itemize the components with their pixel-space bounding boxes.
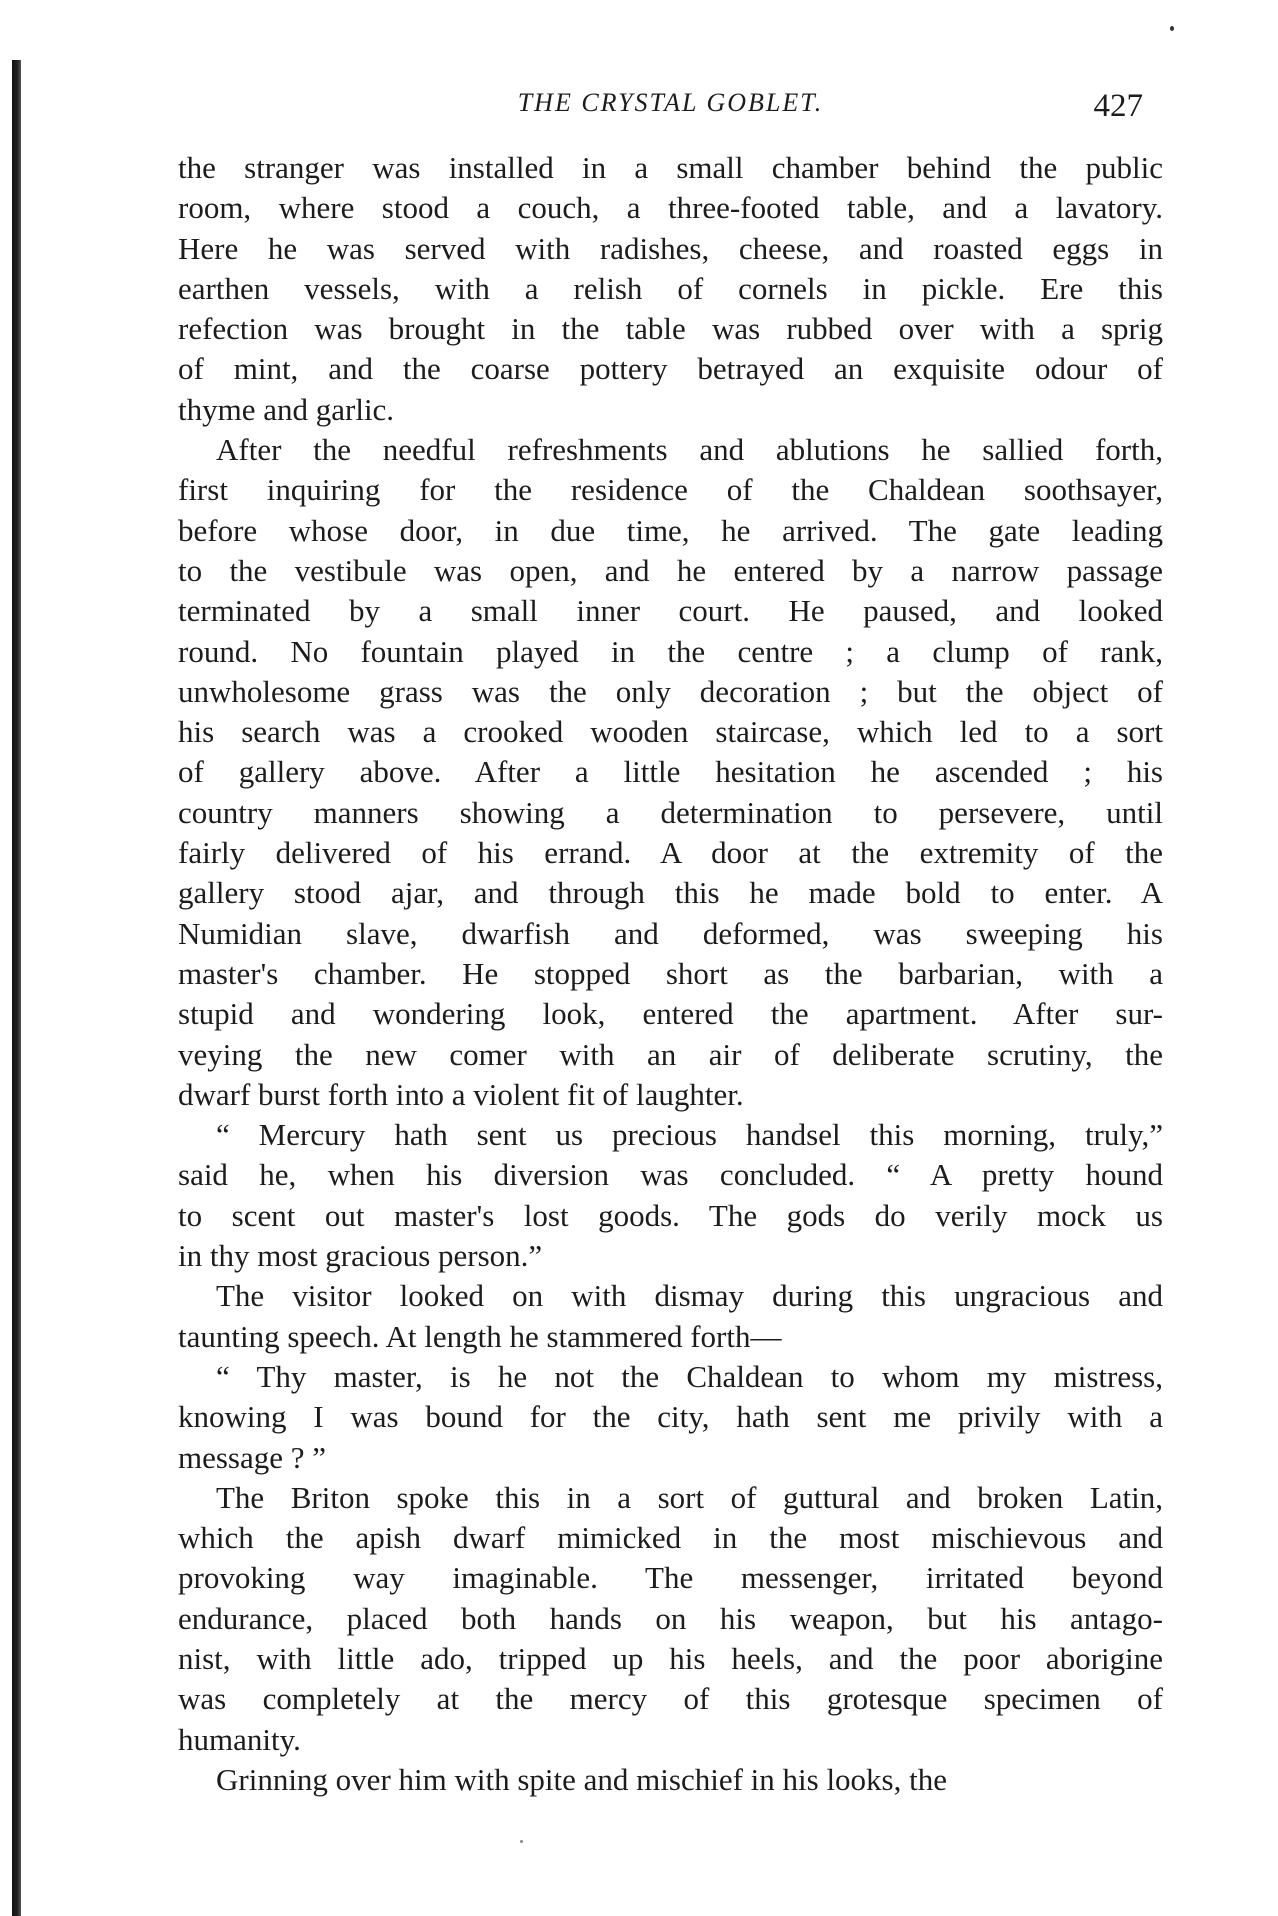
paragraph xyxy=(178,1115,1163,1276)
text-line: round. No fountain played in the centre ; a clump of rank, xyxy=(178,633,1163,669)
text-line: his search was a crooked wooden staircase, which led to a sort xyxy=(178,714,1163,750)
text-line: refection was brought in the table was rubbed over with a sprig xyxy=(178,311,1163,347)
text-line: fairly delivered of his errand. A door at the extremity of the xyxy=(178,835,1163,871)
text-line: room, where stood a couch, a three-footed table, and a lavatory. xyxy=(178,190,1163,226)
text-line: endurance, placed both hands on his weapon, but his antago- xyxy=(178,1600,1163,1636)
text-line: veying the new comer with an air of deliberate scrutiny, the xyxy=(178,1036,1163,1072)
text-line: “ Thy master, is he not the Chaldean to whom my mistress, xyxy=(216,1358,1163,1394)
text-line: message ? ” xyxy=(178,1439,327,1475)
text-line: unwholesome grass was the only decoration ; but the object of xyxy=(178,673,1163,709)
running-title: THE CRYSTAL GOBLET. xyxy=(517,88,824,117)
text-line: stupid and wondering look, entered the apartment. After sur- xyxy=(178,996,1163,1032)
text-line: The Briton spoke this in a sort of guttural and broken Latin, xyxy=(216,1479,1163,1515)
text-line: taunting speech. At length he stammered forth— xyxy=(178,1318,782,1354)
text-line: first inquiring for the residence of the Chaldean soothsayer, xyxy=(178,472,1163,508)
text-line: of mint, and the coarse pottery betrayed an exquisite odour of xyxy=(178,351,1163,387)
ink-speck xyxy=(520,1840,523,1843)
text-line: terminated by a small inner court. He paused, and looked xyxy=(178,593,1163,629)
text-line: earthen vessels, with a relish of cornels in pickle. Ere this xyxy=(178,270,1163,306)
text-line: master's chamber. He stopped short as the barbarian, with a xyxy=(178,955,1163,991)
ink-speck xyxy=(1170,26,1174,31)
text-line: The visitor looked on with dismay during this ungracious and xyxy=(216,1278,1163,1314)
text-line: country manners showing a determination to persevere, until xyxy=(178,794,1163,830)
paragraph xyxy=(178,1478,1163,1760)
text-line: to scent out master's lost goods. The gods do verily mock us xyxy=(178,1197,1163,1233)
text-line: said he, when his diversion was concluded. “ A pretty hound xyxy=(178,1157,1163,1193)
text-line: Here he was served with radishes, cheese, and roasted eggs in xyxy=(178,230,1163,266)
text-line: before whose door, in due time, he arrived. The gate leading xyxy=(178,512,1163,548)
text-line: dwarf burst forth into a violent fit of laughter. xyxy=(178,1076,744,1112)
text-line: to the vestibule was open, and he entered by a narrow passage xyxy=(178,552,1163,588)
binding-shadow-gap xyxy=(0,0,24,60)
text-line: was completely at the mercy of this grotesque specimen of xyxy=(178,1681,1163,1717)
text-line: of gallery above. After a little hesitation he ascended ; his xyxy=(178,754,1163,790)
text-line: “ Mercury hath sent us precious handsel this morning, truly,” xyxy=(216,1117,1163,1153)
text-line: humanity. xyxy=(178,1721,301,1757)
text-line: in thy most gracious person.” xyxy=(178,1238,543,1274)
paragraph xyxy=(178,1276,1163,1357)
paragraph xyxy=(178,1760,1163,1800)
paragraph xyxy=(178,148,1163,430)
paragraph xyxy=(178,1357,1163,1478)
text-line: which the apish dwarf mimicked in the most mischievous and xyxy=(178,1520,1163,1556)
text-line: knowing I was bound for the city, hath sent me privily with a xyxy=(178,1399,1163,1435)
running-head xyxy=(178,88,1163,128)
text-line: provoking way imaginable. The messenger, irritated beyond xyxy=(178,1560,1163,1596)
page-number: 427 xyxy=(1093,88,1143,124)
body-text xyxy=(178,148,1163,1800)
text-line: gallery stood ajar, and through this he made bold to enter. A xyxy=(178,875,1163,911)
text-line: Grinning over him with spite and mischief in his looks, the xyxy=(216,1761,947,1797)
text-line: Numidian slave, dwarfish and deformed, was sweeping his xyxy=(178,915,1163,951)
book-binding-shadow xyxy=(12,0,21,1916)
text-line: the stranger was installed in a small chamber behind the public xyxy=(178,150,1163,185)
text-line: nist, with little ado, tripped up his heels, and the poor aborigine xyxy=(178,1640,1163,1676)
text-line: thyme and garlic. xyxy=(178,391,395,427)
text-line: After the needful refreshments and ablutions he sallied forth, xyxy=(216,432,1163,468)
paragraph xyxy=(178,430,1163,1115)
